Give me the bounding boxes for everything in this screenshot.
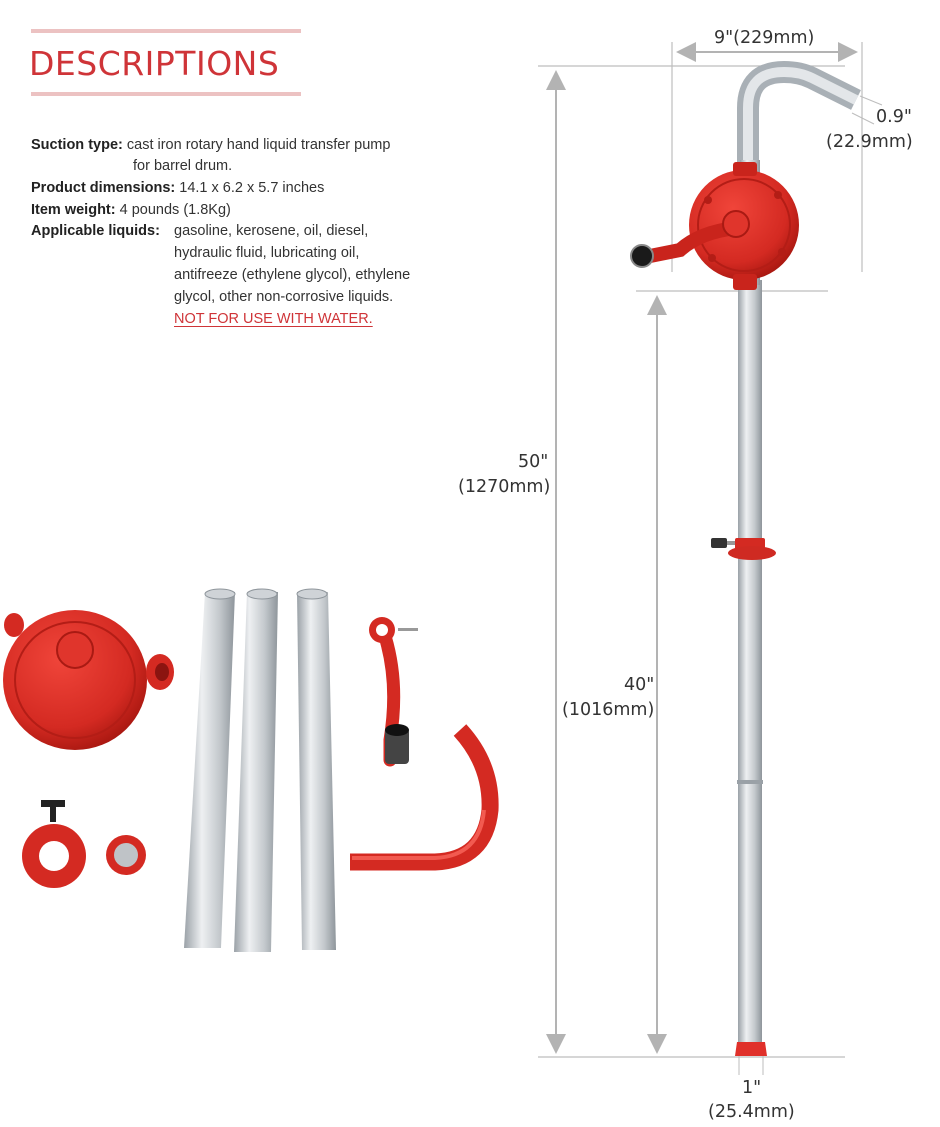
- spec-label: Suction type:: [31, 137, 123, 153]
- page-title: DESCRIPTIONS: [29, 44, 280, 83]
- outlet-diameter-mm: (22.9mm): [826, 132, 913, 152]
- liquids-line: glycol, other non-corrosive liquids.: [174, 289, 394, 305]
- tube-length-mm: (1016mm): [562, 700, 655, 720]
- outlet-diameter-in: 0.9": [876, 107, 912, 127]
- tube-parts: [184, 589, 336, 952]
- tube-length-in: 40": [624, 675, 655, 695]
- spec-value: 4 pounds (1.8Kg): [119, 202, 231, 218]
- spec-label: Applicable liquids:: [31, 223, 160, 239]
- total-height-in: 50": [518, 452, 549, 472]
- tube-diameter-in: 1": [742, 1078, 762, 1098]
- liquids-line: gasoline, kerosene, oil, diesel,: [174, 223, 369, 239]
- spec-value: cast iron rotary hand liquid transfer pump: [126, 137, 391, 153]
- total-height-mm: (1270mm): [458, 477, 551, 497]
- water-warning: NOT FOR USE WITH WATER.: [174, 311, 373, 327]
- liquids-line: hydraulic fluid, lubricating oil,: [174, 245, 360, 261]
- crank-handle-part: [369, 617, 418, 764]
- spec-value: 14.1 x 6.2 x 5.7 inches: [179, 180, 325, 196]
- pump-head-part: [3, 610, 174, 750]
- liquids-line: antifreeze (ethylene glycol), ethylene: [174, 267, 411, 283]
- spout-elbow-part: [350, 730, 490, 862]
- spec-label: Item weight:: [31, 202, 116, 218]
- strainer-part: [106, 835, 146, 875]
- tube-diameter-mm: (25.4mm): [708, 1102, 795, 1122]
- spec-label: Product dimensions:: [31, 180, 176, 196]
- width-dimension-label: 9"(229mm): [714, 28, 815, 48]
- bung-adapter-part: [22, 800, 86, 888]
- spec-suction-type-cont: for barrel drum.: [133, 158, 233, 174]
